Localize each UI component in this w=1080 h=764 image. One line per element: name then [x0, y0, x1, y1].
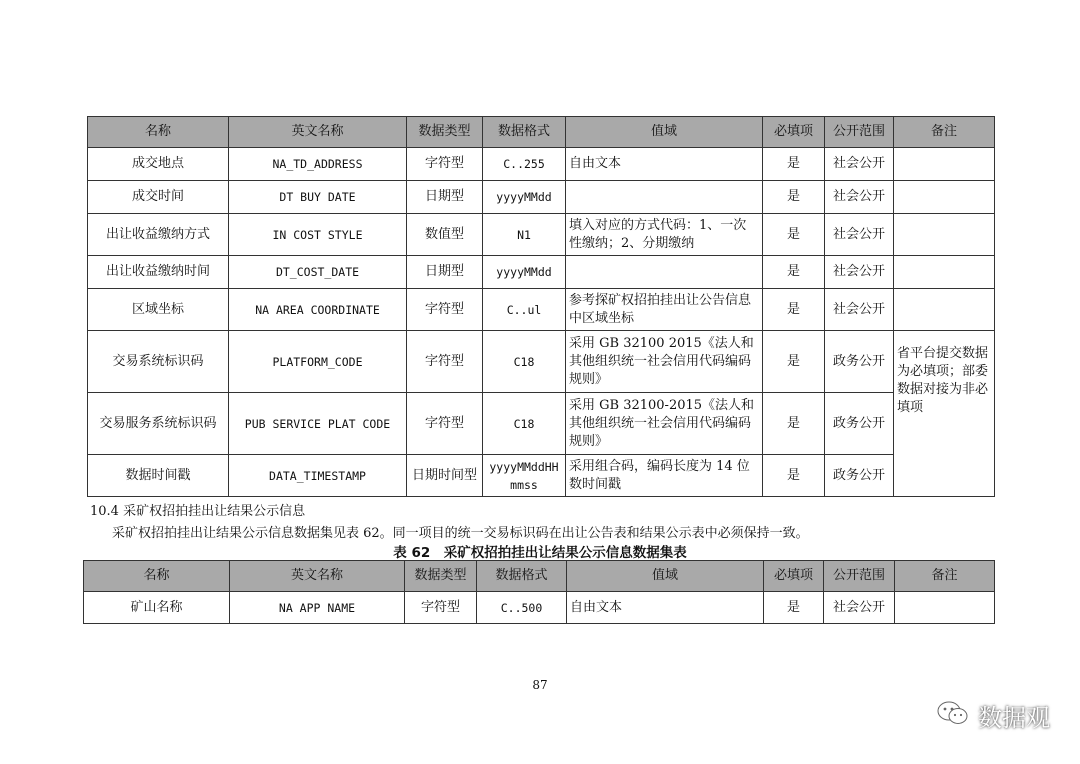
- watermark-text: 数据观: [978, 704, 1050, 732]
- cell-value-domain: 采用 GB 32100 2015《法人和其他组织统一社会信用代码编码规则》: [566, 331, 763, 393]
- data-element-table-bottom: [83, 560, 995, 624]
- header-remark: 备注: [894, 117, 995, 148]
- cell-remark: [894, 289, 995, 331]
- cell-english-name: DT_COST_DATE: [229, 256, 407, 289]
- table-row: [88, 181, 995, 214]
- cell-remark: [894, 256, 995, 289]
- cell-data-type: 字符型: [407, 331, 483, 393]
- page-number: 87: [532, 678, 548, 692]
- cell-data-type: 日期型: [407, 181, 483, 214]
- cell-english-name: PLATFORM_CODE: [229, 331, 407, 393]
- header-english-name: 英文名称: [230, 561, 405, 592]
- cell-data-format: yyyyMMddHHmmss: [483, 455, 566, 497]
- table-row: [88, 214, 995, 256]
- cell-remark: [894, 181, 995, 214]
- cell-remark: [895, 592, 995, 624]
- cell-data-type: 字符型: [407, 148, 483, 181]
- cell-disclosure-scope: 社会公开: [825, 214, 894, 256]
- header-name: 名称: [84, 561, 230, 592]
- watermark: [936, 698, 1050, 733]
- cell-english-name: NA AREA COORDINATE: [229, 289, 407, 331]
- cell-required: 是: [763, 455, 825, 497]
- wechat-icon: [936, 699, 970, 733]
- cell-name: 成交地点: [88, 148, 229, 181]
- cell-disclosure-scope: 社会公开: [825, 181, 894, 214]
- cell-required: 是: [763, 148, 825, 181]
- header-data-format: 数据格式: [477, 561, 567, 592]
- cell-required: 是: [763, 256, 825, 289]
- header-remark: 备注: [895, 561, 995, 592]
- header-value-domain: 值域: [567, 561, 764, 592]
- header-data-format: 数据格式: [483, 117, 566, 148]
- cell-disclosure-scope: 政务公开: [825, 455, 894, 497]
- cell-remark: [894, 214, 995, 256]
- cell-data-format: N1: [483, 214, 566, 256]
- cell-required: 是: [763, 331, 825, 393]
- cell-data-format: C..500: [477, 592, 567, 624]
- cell-value-domain: 参考探矿权招拍挂出让公告信息中区域坐标: [566, 289, 763, 331]
- header-disclosure-scope: 公开范围: [824, 561, 895, 592]
- cell-disclosure-scope: 社会公开: [825, 289, 894, 331]
- cell-data-format: yyyyMMdd: [483, 256, 566, 289]
- table-row: [88, 331, 995, 393]
- cell-data-format: yyyyMMdd: [483, 181, 566, 214]
- cell-disclosure-scope: 社会公开: [825, 148, 894, 181]
- table-header-row: [88, 117, 995, 148]
- table-row: [84, 592, 995, 624]
- header-data-type: 数据类型: [405, 561, 477, 592]
- cell-english-name: PUB SERVICE PLAT CODE: [229, 393, 407, 455]
- cell-data-type: 字符型: [407, 393, 483, 455]
- cell-data-format: C18: [483, 331, 566, 393]
- cell-disclosure-scope: 政务公开: [825, 331, 894, 393]
- cell-english-name: NA APP NAME: [230, 592, 405, 624]
- cell-name: 数据时间戳: [88, 455, 229, 497]
- cell-data-type: 日期时间型: [407, 455, 483, 497]
- cell-disclosure-scope: 社会公开: [825, 256, 894, 289]
- cell-remark-merged: 省平台提交数据为必填项；部委数据对接为非必填项: [894, 331, 995, 497]
- cell-required: 是: [763, 214, 825, 256]
- cell-name: 交易服务系统标识码: [88, 393, 229, 455]
- table-row: [88, 256, 995, 289]
- header-name: 名称: [88, 117, 229, 148]
- cell-name: 出让收益缴纳时间: [88, 256, 229, 289]
- cell-english-name: IN COST STYLE: [229, 214, 407, 256]
- cell-data-format: C..255: [483, 148, 566, 181]
- header-required: 必填项: [764, 561, 824, 592]
- cell-required: 是: [763, 181, 825, 214]
- cell-value-domain: [566, 181, 763, 214]
- section-heading: 10.4 采矿权招拍挂出让结果公示信息: [90, 504, 306, 519]
- cell-value-domain: 自由文本: [567, 592, 764, 624]
- cell-english-name: NA_TD_ADDRESS: [229, 148, 407, 181]
- section-paragraph: 采矿权招拍挂出让结果公示信息数据集见表 62。同一项目的统一交易标识码在出让公告表和结果公示表中必须保持一致。: [112, 526, 809, 541]
- table-row: [88, 455, 995, 497]
- header-data-type: 数据类型: [407, 117, 483, 148]
- cell-value-domain: 采用组合码，编码长度为 14 位数时间戳: [566, 455, 763, 497]
- table-row: [88, 148, 995, 181]
- cell-data-format: C..ul: [483, 289, 566, 331]
- cell-remark: [894, 148, 995, 181]
- table-row: [88, 393, 995, 455]
- table-caption: 表 62 采矿权招拍挂出让结果公示信息数据集表: [393, 545, 687, 561]
- header-value-domain: 值域: [566, 117, 763, 148]
- table-header-row: [84, 561, 995, 592]
- cell-required: 是: [763, 393, 825, 455]
- cell-data-type: 数值型: [407, 214, 483, 256]
- cell-name: 区域坐标: [88, 289, 229, 331]
- table-row: [88, 289, 995, 331]
- cell-value-domain: [566, 256, 763, 289]
- header-disclosure-scope: 公开范围: [825, 117, 894, 148]
- data-element-table-top: [87, 116, 995, 497]
- cell-name: 出让收益缴纳方式: [88, 214, 229, 256]
- cell-data-type: 字符型: [407, 289, 483, 331]
- cell-name: 交易系统标识码: [88, 331, 229, 393]
- cell-required: 是: [763, 289, 825, 331]
- header-english-name: 英文名称: [229, 117, 407, 148]
- cell-value-domain: 自由文本: [566, 148, 763, 181]
- cell-disclosure-scope: 社会公开: [824, 592, 895, 624]
- cell-data-format: C18: [483, 393, 566, 455]
- cell-data-type: 日期型: [407, 256, 483, 289]
- cell-disclosure-scope: 政务公开: [825, 393, 894, 455]
- cell-name: 成交时间: [88, 181, 229, 214]
- cell-name: 矿山名称: [84, 592, 230, 624]
- cell-english-name: DATA_TIMESTAMP: [229, 455, 407, 497]
- cell-value-domain: 填入对应的方式代码：1、一次性缴纳；2、分期缴纳: [566, 214, 763, 256]
- cell-english-name: DT BUY DATE: [229, 181, 407, 214]
- cell-value-domain: 采用 GB 32100-2015《法人和其他组织统一社会信用代码编码规则》: [566, 393, 763, 455]
- cell-data-type: 字符型: [405, 592, 477, 624]
- cell-required: 是: [764, 592, 824, 624]
- header-required: 必填项: [763, 117, 825, 148]
